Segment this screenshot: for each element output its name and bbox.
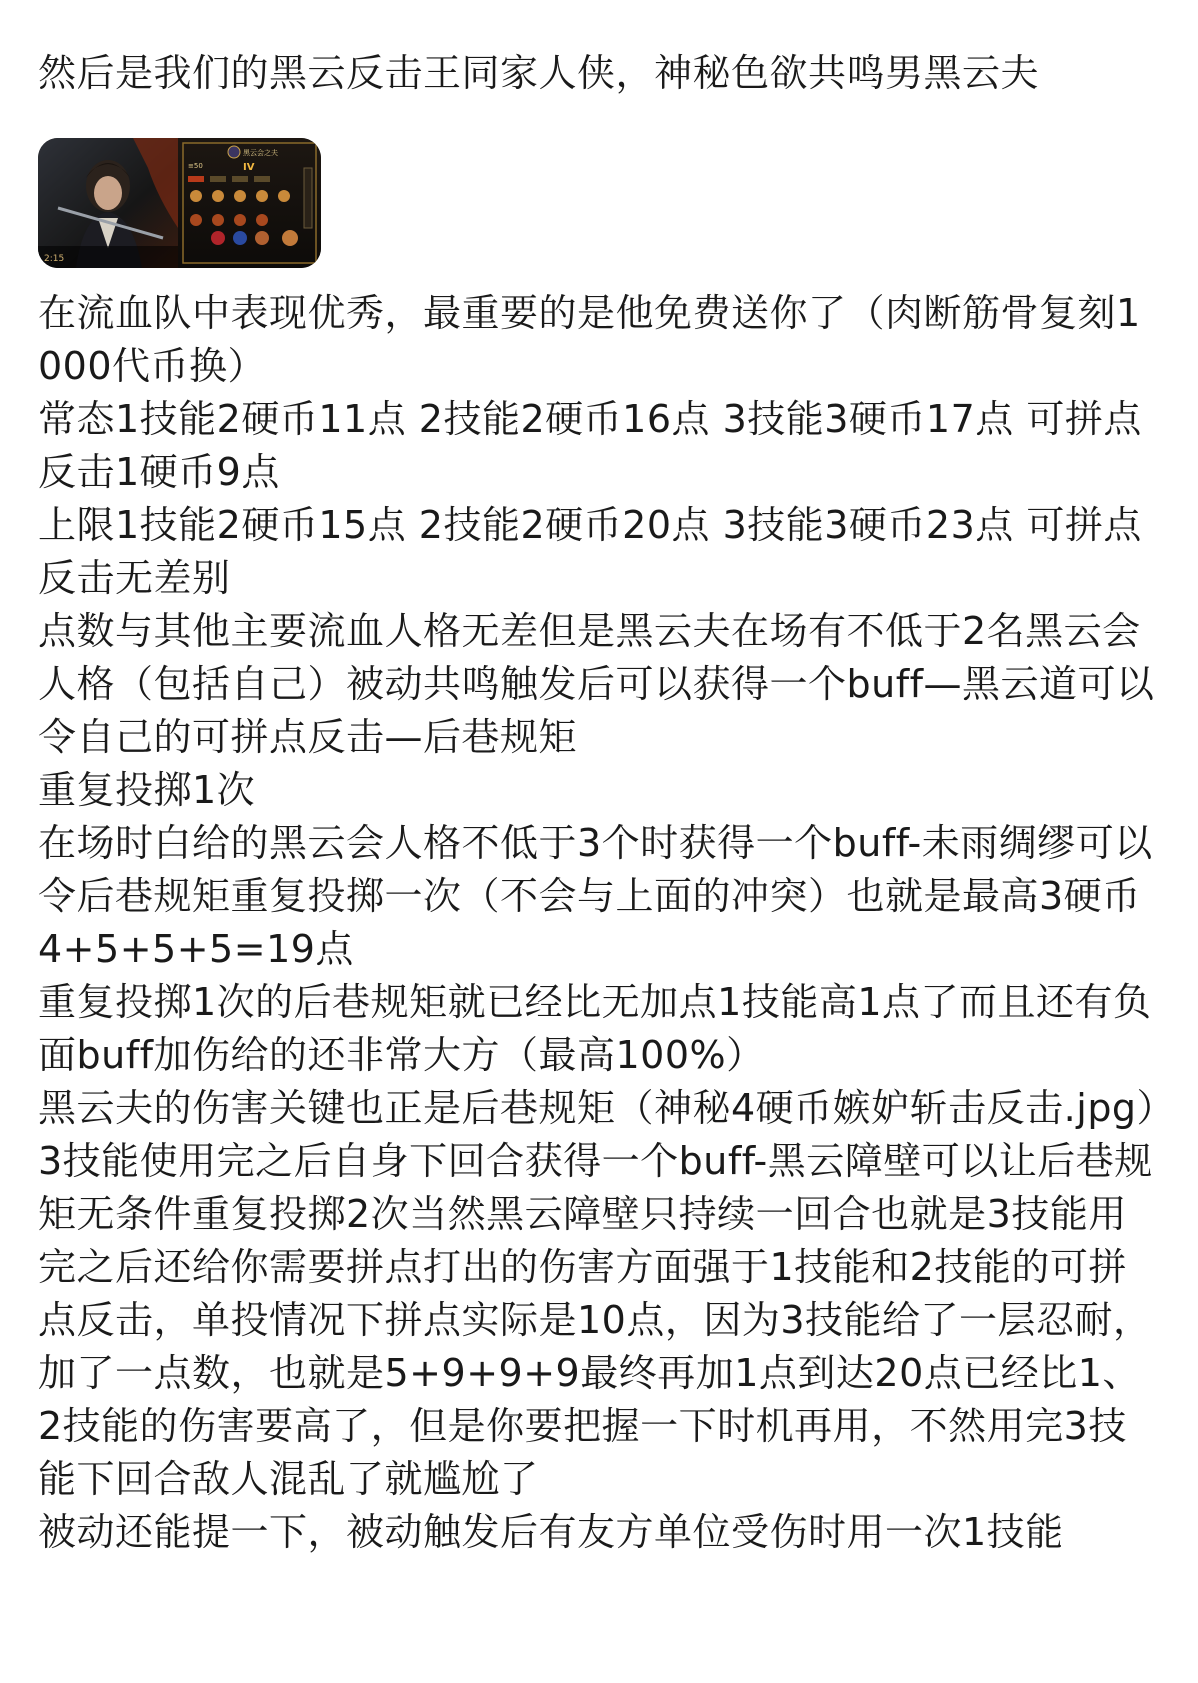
post-body [38,287,1176,1559]
game-screenshot-illustration [38,138,321,268]
rank-text: IV [243,162,255,173]
paragraph: 上限1技能2硬币15点 2技能2硬币20点 3技能3硬币23点 可拼点反击无差别 [38,503,1142,600]
paragraph: 重复投掷1次 [38,768,256,812]
paragraph: 在场时白给的黑云会人格不低于3个时获得一个buff-未雨绸缪可以令后巷规矩重复投掷一次（不会与上面的冲突）也就是最高3硬币4+5+5+5=19点 [38,821,1153,971]
paragraph: 被动还能提一下，被动触发后有友方单位受伤时用一次1技能 [38,1510,1064,1554]
paragraph: 3技能使用完之后自身下回合获得一个buff-黑云障壁可以让后巷规矩无条件重复投掷2次当然黑云障壁只持续一回合也就是3技能用完之后还给你需要拼点打出的伤害方面强于1技能和2技能的可拼点反击，单投情况下拼点实际是10点，因为3技能给了一层忍耐，加了一点数，也就是5+9+9+9最终再加1点到达20点已经比1、2技能的伤害要高了，但是你要把握一下时机再用，不然用完3技能下回合敌人混乱了就尴尬了 [38,1139,1153,1501]
level-text: ≡50 [188,162,203,170]
post-intro: 然后是我们的黑云反击王同家人侠，神秘色欲共鸣男黑云夫 [38,51,1040,95]
post-image-thumbnail[interactable] [38,138,321,268]
paragraph: 黑云夫的伤害关键也正是后巷规矩（神秘4硬币嫉妒斩击反击.jpg） [38,1086,1176,1130]
paragraph: 点数与其他主要流血人格无差但是黑云夫在场有不低于2名黑云会人格（包括自己）被动共鸣触发后可以获得一个buff—黑云道可以令自己的可拼点反击—后巷规矩 [38,609,1155,759]
stamp-text: 2:15 [44,254,65,264]
paragraph: 常态1技能2硬币11点 2技能2硬币16点 3技能3硬币17点 可拼点反击1硬币9点 [38,397,1142,494]
hud-tag-text: 黑云会之夫 [243,149,278,157]
paragraph: 在流血队中表现优秀，最重要的是他免费送你了（肉断筋骨复刻1000代币换） [38,291,1141,388]
paragraph: 重复投掷1次的后巷规矩就已经比无加点1技能高1点了而且还有负面buff加伤给的还非常大方（最高100%） [38,980,1152,1077]
